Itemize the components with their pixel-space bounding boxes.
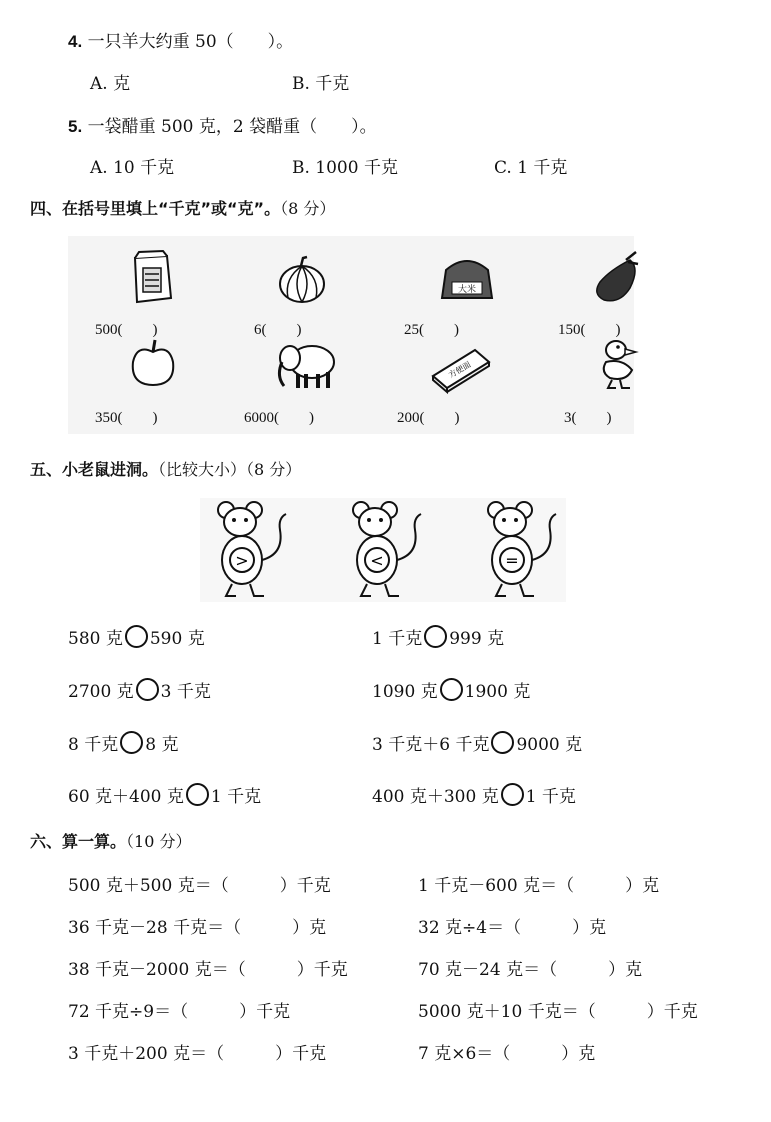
compare-circle[interactable] [440,678,463,701]
section-title: 四、在括号里填上“千克”或“克”。 [30,199,281,218]
item-eggplant [558,248,678,343]
item-instant-noodles [397,336,517,431]
calc-item[interactable]: 38 千克－2000 克＝（ ）千克 [68,960,348,980]
item-snack-bag [95,248,215,343]
question-5 [68,112,377,137]
mouse-icon [345,500,425,600]
section-points: （比较大小）（8 分） [158,460,302,479]
elephant-icon [272,336,342,396]
weight-pictures-panel [68,236,634,434]
item-label[interactable]: 500( ) [95,322,158,338]
calc-item[interactable]: 5000 克＋10 千克＝（ ）千克 [418,1002,698,1022]
section-5-heading [30,457,301,480]
compare-circle[interactable] [186,783,209,806]
calc-item[interactable]: 32 克÷4＝（ ）克 [418,918,607,938]
item-label[interactable]: 150( ) [558,322,621,338]
mice-panel [200,498,566,602]
item-elephant [244,336,364,431]
eggplant-icon [586,248,646,308]
item-duck [564,336,684,431]
compare-item: 1 千克 999 克 [372,624,504,649]
pumpkin-icon [272,248,332,308]
item-apple [95,336,215,431]
item-label[interactable]: 25( ) [404,322,459,338]
option-b[interactable]: B. 千克 [292,74,350,94]
rice-sack-icon [432,248,502,308]
compare-circle[interactable] [125,625,148,648]
option-b[interactable]: B. 1000 千克 [292,158,398,178]
rice-sack-text: 大米 [457,285,477,295]
question-4 [68,27,293,52]
compare-item: 8 千克 8 克 [68,730,178,755]
compare-circle[interactable] [424,625,447,648]
compare-item: 1090 克 1900 克 [372,677,530,702]
apple-icon [123,336,183,396]
option-c[interactable]: C. 1 千克 [494,158,568,178]
question-text: 一只羊大约重 50（ ）。 [87,32,294,52]
mouse-icon [480,500,560,600]
calc-item[interactable]: 36 千克－28 千克＝（ ）克 [68,918,327,938]
section-title: 五、小老鼠进洞。 [30,460,159,479]
compare-circle[interactable] [136,678,159,701]
instant-noodles-icon [425,336,495,396]
calc-item[interactable]: 3 千克＋200 克＝（ ）千克 [68,1044,327,1064]
question-number: 4. [68,32,83,51]
section-title: 六、算一算。 [30,832,127,851]
compare-item: 400 克＋300 克 1 千克 [372,782,576,807]
question-text: 一袋醋重 500 克，2 袋醋重（ ）。 [87,117,377,137]
calc-item[interactable]: 72 千克÷9＝（ ）千克 [68,1002,291,1022]
item-label[interactable]: 6( ) [254,322,302,338]
item-pumpkin [244,248,364,343]
question-number: 5. [68,117,83,136]
snack-bag-icon [123,248,183,308]
calc-item[interactable]: 70 克－24 克＝（ ）克 [418,960,643,980]
calc-item[interactable]: 500 克＋500 克＝（ ）千克 [68,876,331,896]
calc-item[interactable]: 1 千克－600 克＝（ ）克 [418,876,660,896]
item-label[interactable]: 350( ) [95,410,158,426]
compare-item: 60 克＋400 克 1 千克 [68,782,261,807]
noodle-text: 方便面 [447,359,473,380]
mouse-symbol: < [370,551,384,570]
section-points: （8 分） [280,199,336,218]
section-4-heading [30,196,335,219]
option-a[interactable]: A. 克 [90,74,131,94]
item-label[interactable]: 200( ) [397,410,460,426]
compare-item: 2700 克 3 千克 [68,677,211,702]
section-points: （10 分） [126,832,192,851]
compare-item: 580 克 590 克 [68,624,205,649]
option-a[interactable]: A. 10 千克 [90,158,175,178]
item-label[interactable]: 6000( ) [244,410,314,426]
duck-icon [592,336,652,396]
section-6-heading [30,829,191,852]
mouse-symbol: = [505,551,519,570]
item-rice-sack [404,248,524,343]
calc-item[interactable]: 7 克×6＝（ ）克 [418,1044,596,1064]
mouse-symbol: > [235,551,249,570]
item-label[interactable]: 3( ) [564,410,612,426]
compare-circle[interactable] [120,731,143,754]
compare-circle[interactable] [501,783,524,806]
compare-circle[interactable] [491,731,514,754]
compare-item: 3 千克＋6 千克 9000 克 [372,730,582,755]
mouse-icon [210,500,290,600]
